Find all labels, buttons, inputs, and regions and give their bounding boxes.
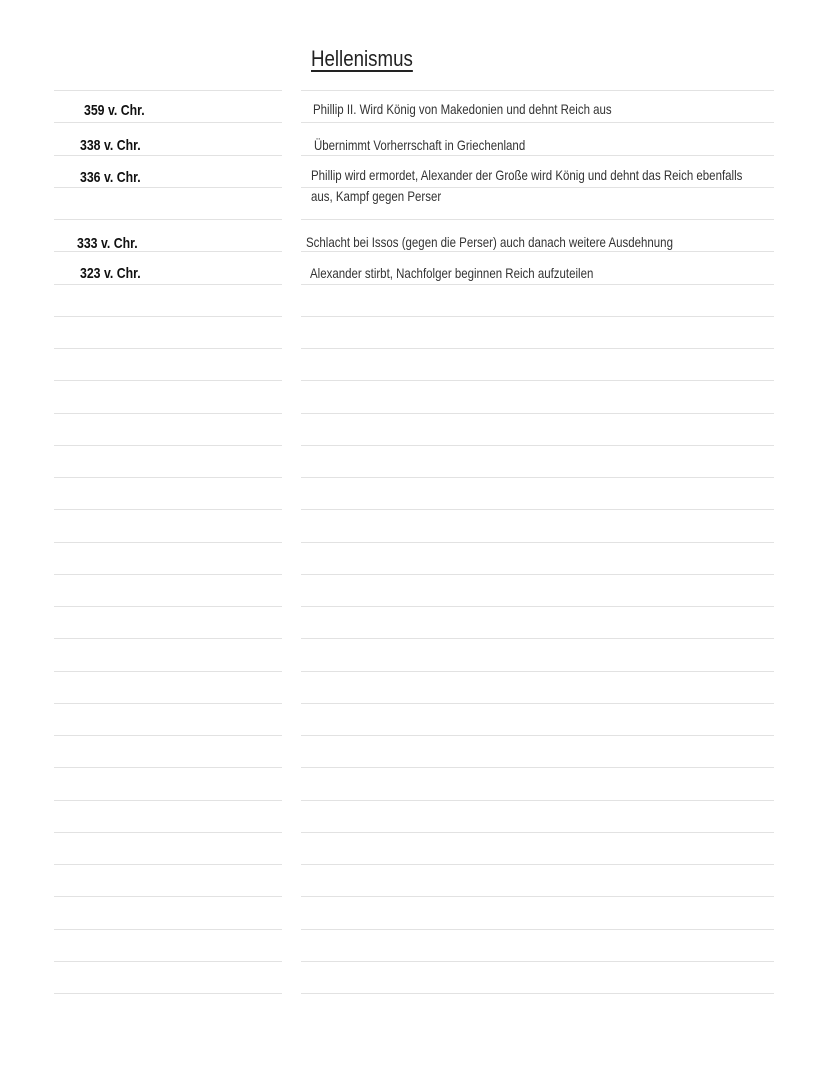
date-column-rule [54,155,282,156]
date-label: 338 v. Chr. [80,137,141,154]
date-column-rule [54,380,282,381]
date-column-rule [54,896,282,897]
event-column-rule [301,606,774,607]
event-column-rule [301,735,774,736]
date-column-rule [54,316,282,317]
date-column-rule [54,735,282,736]
event-column-rule [301,703,774,704]
event-column-rule [301,445,774,446]
date-label: 359 v. Chr. [84,102,145,119]
date-column-rule [54,477,282,478]
event-column-rule [301,348,774,349]
date-column-rule [54,90,282,91]
event-text-continued: aus, Kampf gegen Perser [311,188,442,204]
date-column-rule [54,638,282,639]
event-column-rule [301,477,774,478]
event-text: Schlacht bei Issos (gegen die Perser) auch danach weitere Ausdehnung [306,234,673,250]
event-text: Phillip wird ermordet, Alexander der Große wird König und dehnt das Reich ebenfalls [311,167,743,183]
event-column-rule [301,767,774,768]
event-column-rule [301,380,774,381]
date-column-rule [54,961,282,962]
date-column-rule [54,767,282,768]
date-column-rule [54,348,282,349]
date-column-rule [54,832,282,833]
date-column-rule [54,606,282,607]
event-column-rule [301,316,774,317]
event-column-rule [301,542,774,543]
event-column-rule [301,219,774,220]
event-column-rule [301,638,774,639]
event-column-rule [301,832,774,833]
date-column-rule [54,703,282,704]
date-label: 323 v. Chr. [80,265,141,282]
event-column-rule [301,413,774,414]
event-text: Übernimmt Vorherrschaft in Griechenland [314,137,526,153]
date-label: 333 v. Chr. [77,235,138,252]
event-text: Phillip II. Wird König von Makedonien und dehnt Reich aus [313,101,612,117]
date-column-rule [54,574,282,575]
event-column-rule [301,90,774,91]
event-column-rule [301,800,774,801]
event-column-rule [301,574,774,575]
date-column-rule [54,800,282,801]
event-column-rule [301,864,774,865]
date-column-rule [54,864,282,865]
event-column-rule [301,961,774,962]
date-column-rule [54,542,282,543]
event-column-rule [301,671,774,672]
date-column-rule [54,993,282,994]
event-column-rule [301,929,774,930]
event-text: Alexander stirbt, Nachfolger beginnen Reich aufzuteilen [310,265,594,281]
date-column-rule [54,122,282,123]
event-column-rule [301,993,774,994]
date-column-rule [54,509,282,510]
page-title: Hellenismus [311,46,413,71]
date-column-rule [54,445,282,446]
event-column-rule [301,122,774,123]
event-column-rule [301,896,774,897]
event-column-rule [301,509,774,510]
date-column-rule [54,219,282,220]
date-column-rule [54,929,282,930]
date-label: 336 v. Chr. [80,169,141,186]
date-column-rule [54,187,282,188]
date-column-rule [54,284,282,285]
date-column-rule [54,413,282,414]
date-column-rule [54,671,282,672]
event-column-rule [301,284,774,285]
